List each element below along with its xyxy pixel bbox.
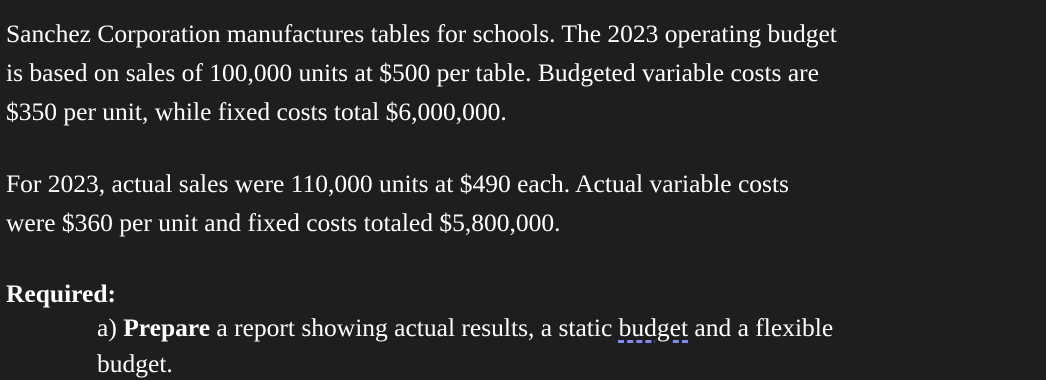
- text-line: were $360 per unit and fixed costs totaled $5,800,000.: [6, 208, 561, 237]
- budget-paragraph: [6, 14, 1042, 131]
- required-item-line: [97, 310, 833, 346]
- required-item-line: budget.: [97, 349, 173, 378]
- item-text: a report showing actual results, a static: [210, 313, 619, 342]
- spellcheck-flagged-word[interactable]: budget: [618, 313, 689, 342]
- text-line: is based on sales of 100,000 units at $500 per table. Budgeted variable costs are: [6, 58, 819, 87]
- item-bold-verb: Prepare: [123, 313, 211, 342]
- item-text: and a flexible: [688, 313, 834, 342]
- text-line: Sanchez Corporation manufactures tables for schools. The 2023 operating budget: [6, 19, 837, 48]
- text-line: For 2023, actual sales were 110,000 units at $490 each. Actual variable costs: [6, 169, 789, 198]
- actuals-paragraph: [6, 164, 1042, 242]
- item-prefix: a): [97, 313, 124, 342]
- text-line: $350 per unit, while fixed costs total $6,000,000.: [6, 97, 507, 126]
- required-item-a: [97, 310, 833, 380]
- required-heading: Required:: [6, 279, 117, 308]
